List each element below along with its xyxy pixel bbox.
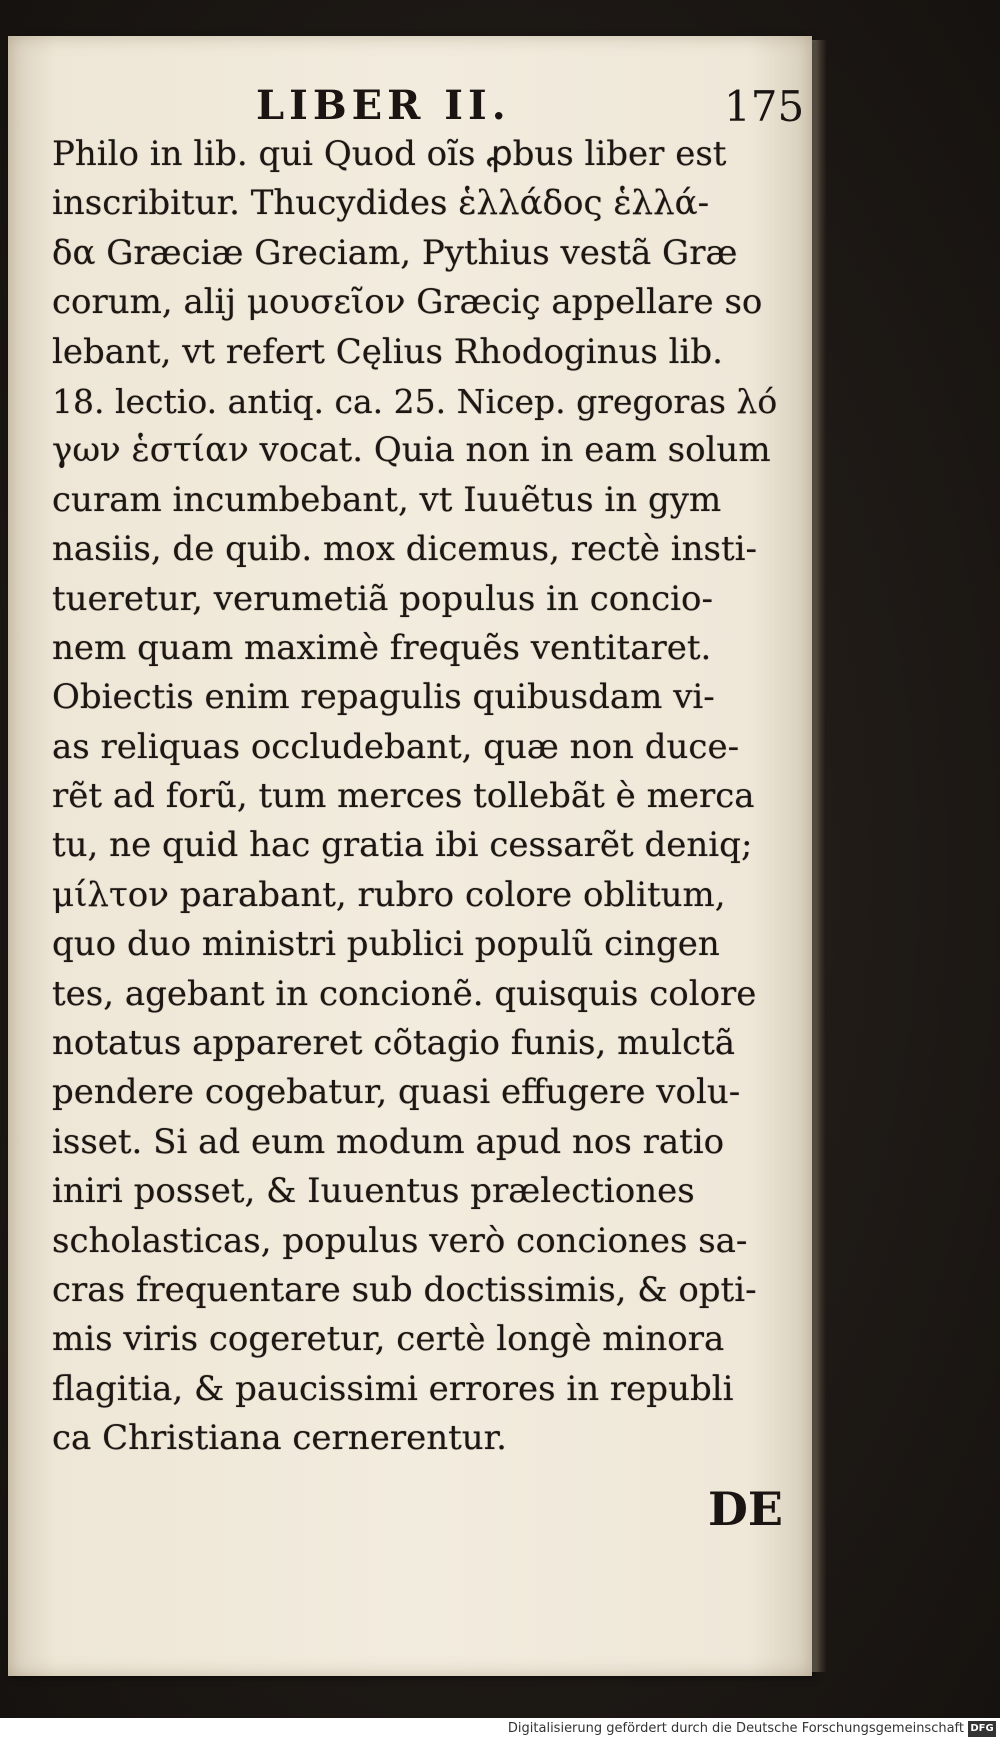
text-line: lebant, vt refert Cęlius Rhodoginus lib.	[52, 331, 723, 372]
footer-bar	[0, 1718, 1000, 1742]
text-line: scholasticas, populus verò conciones sa-	[52, 1220, 748, 1261]
text-line: tueretur, verumetiã populus in concio-	[52, 578, 713, 619]
book-page	[8, 36, 812, 1676]
footer-credit: Digitalisierung gefördert durch die Deutsche Forschungsgemeinschaft	[507, 1721, 964, 1736]
text-line: rẽt ad forũ, tum merces tollebãt è merca	[52, 776, 755, 817]
text-line: nasiis, de quib. mox dicemus, rectè insti-	[52, 529, 757, 570]
body-text	[52, 130, 792, 1464]
text-line: ca Christiana cernerentur.	[52, 1418, 507, 1459]
text-line: 18. lectio. antiq. ca. 25. Nicep. gregoras λό	[52, 381, 778, 421]
text-line: notatus appareret cõtagio funis, mulctã	[52, 1023, 736, 1064]
text-line: cras frequentare sub doctissimis, & opti-	[52, 1269, 757, 1310]
running-head: LIBER II.	[256, 82, 511, 129]
text-line: tes, agebant in concionẽ. quisquis colore	[52, 973, 757, 1014]
dfg-logo: DFG	[968, 1721, 996, 1737]
text-line: isset. Si ad eum modum apud nos ratio	[52, 1121, 725, 1162]
catchword: DE	[708, 1482, 783, 1536]
page-number: 175	[724, 82, 805, 131]
text-line: iniri posset, & Iuuentus prælectiones	[52, 1171, 695, 1212]
text-line: γων ἑστίαν vocat. Quia non in eam solum	[52, 430, 771, 471]
text-line: inscribitur. Thucydides ἑλλάδος ἑλλά-	[52, 183, 710, 224]
text-line: nem quam maximè frequẽs ventitaret.	[52, 627, 712, 668]
text-line: mis viris cogeretur, certè longè minora	[52, 1319, 725, 1360]
text-line: corum, alij μουσεῖον Græciç appellare so	[52, 282, 763, 323]
text-line: as reliquas occludebant, quæ non duce-	[52, 726, 740, 767]
text-line: δα Græciæ Greciam, Pythius vestã Græ	[52, 232, 738, 273]
text-line: flagitia, & paucissimi errores in republi	[52, 1368, 734, 1409]
text-line: curam incumbebant, vt Iuuẽtus in gym	[52, 479, 722, 520]
text-line: quo duo ministri publici populũ cingen	[52, 924, 720, 965]
text-line: tu, ne quid hac gratia ibi cessarẽt deniq;	[52, 825, 753, 866]
text-line: μίλτον parabant, rubro colore oblitum,	[52, 874, 726, 915]
page-edge	[812, 40, 826, 1672]
text-line: Obiectis enim repagulis quibusdam vi-	[52, 677, 715, 718]
text-line: Philo in lib. qui Quod oı̃s ꝓbus liber est	[52, 134, 727, 174]
text-line: pendere cogebatur, quasi effugere volu-	[52, 1072, 741, 1113]
